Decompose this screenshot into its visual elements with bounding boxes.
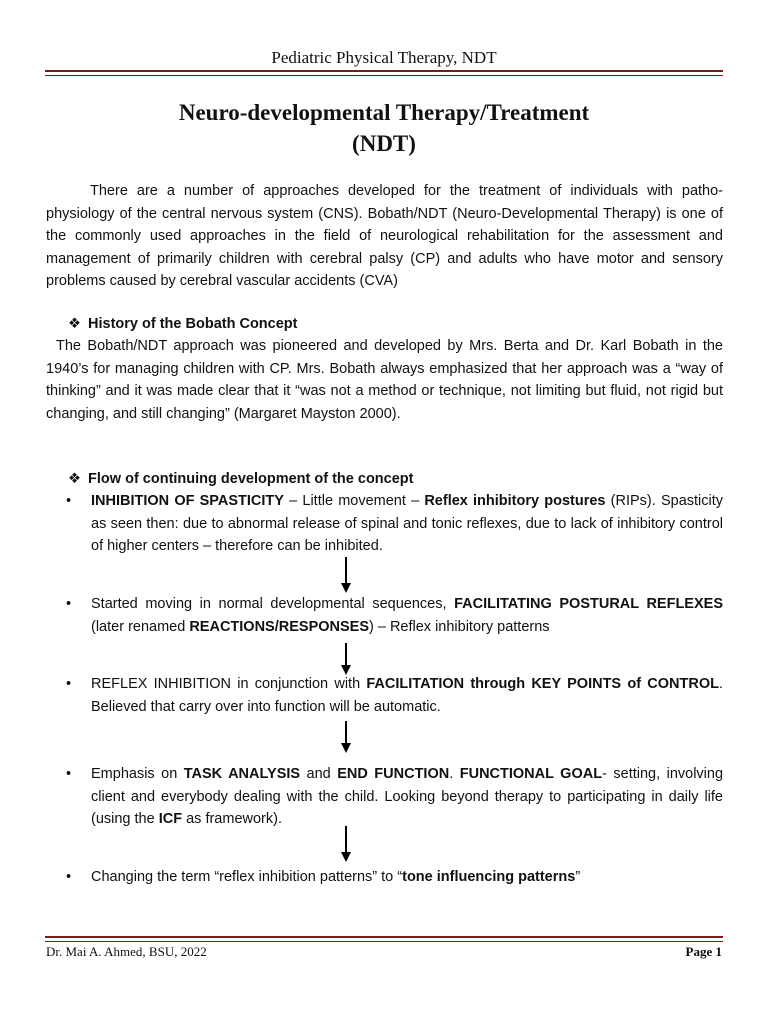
bullet-icon: • — [66, 596, 72, 612]
item3-text-2: . Believed that carry over into function will be automatic. — [91, 676, 723, 715]
item4-bold-1: TASK ANALYSIS — [183, 766, 301, 782]
down-arrow-icon — [340, 557, 352, 593]
footer-rule — [45, 936, 723, 942]
flow-item-3 — [66, 673, 723, 718]
item4-text-2: and — [300, 766, 338, 782]
item2-text-1: Started moving in normal developmental sequences, — [91, 596, 455, 612]
flow-item-5 — [66, 866, 723, 889]
flow-item-2 — [66, 593, 723, 638]
down-arrow-icon — [340, 826, 352, 862]
item2-bold-2: REACTIONS/RESPONSES — [189, 618, 369, 635]
footer-page-number: Page 1 — [685, 944, 722, 959]
running-header: Pediatric Physical Therapy, NDT — [271, 48, 497, 67]
item1-text-1: – Little movement – — [283, 493, 425, 509]
item2-text-3: ) – Reflex inhibitory patterns — [369, 618, 550, 635]
intro-paragraph: There are a number of approaches developed for the treatment of individuals with patho-physiology of the central nervous system (CNS). Bobath/NDT (Neuro-Developmental Therapy) is one of the commonly used approaches in the field of neurological rehabilitation for the assessment and management of primarily children with cerebral palsy (CP) and adults who have motor and sensory problems caused by cerebral vascular accidents (CVA) — [46, 183, 723, 289]
item4-bold-3: FUNCTIONAL GOAL — [459, 766, 603, 782]
item4-text-4: - setting, involving client and everybody dealing with the child. Looking beyond therapy to participating in daily life (using the — [91, 766, 724, 827]
history-text: The Bobath/NDT approach was pioneered and developed by Mrs. Berta and Dr. Karl Bobath in the 1940’s for managing children with CP. Mrs. Bobath always emphasized that her approach was a “way of thinking” and it was made clear that it “was not a method or technique, not limiting but fluid, not rigid but changing, and still changing” (Margaret Mayston 2000). — [46, 338, 723, 422]
down-arrow-icon — [340, 643, 352, 675]
item4-bold-2: END FUNCTION — [337, 766, 450, 782]
item5-text-1: Changing the term “reflex inhibition patterns” to “ — [91, 869, 403, 885]
item2-text-2: (later renamed — [91, 618, 190, 635]
item2-bold-1: FACILITATING POSTURAL REFLEXES — [454, 596, 723, 612]
diamond-bullet-icon: ❖ — [68, 316, 81, 332]
bullet-icon: • — [66, 869, 72, 885]
bullet-icon: • — [66, 493, 72, 509]
flow-item-4 — [66, 763, 723, 831]
item4-text-3: . — [449, 766, 460, 782]
item5-text-2: ” — [575, 869, 581, 885]
footer-author: Dr. Mai A. Ahmed, BSU, 2022 — [46, 944, 207, 959]
header-rule — [45, 70, 723, 76]
item1-bold-2: Reflex inhibitory postures — [424, 493, 606, 509]
item3-bold-1: FACILITATION through KEY POINTS of CONTROL — [366, 676, 719, 692]
item4-text-1: Emphasis on — [91, 766, 184, 782]
diamond-bullet-icon: ❖ — [68, 471, 81, 487]
down-arrow-icon — [340, 721, 352, 753]
history-paragraph — [46, 335, 723, 425]
item1-text-2: (RIPs). Spasticity as seen then: due to abnormal release of spinal and tonic reflexes, due to lack of inhibitory control of higher centers – therefore can be inhibited. — [91, 493, 724, 554]
page-title: Neuro-developmental Therapy/Treatment — [178, 100, 590, 125]
item1-bold-1: INHIBITION OF SPASTICITY — [91, 493, 284, 509]
history-heading-text: History of the Bobath Concept — [88, 316, 298, 332]
flow-item-1 — [66, 490, 723, 558]
history-heading — [68, 313, 297, 335]
page-subtitle: (NDT) — [352, 131, 416, 156]
item4-text-5: as framework). — [182, 811, 282, 827]
flow-heading — [68, 468, 413, 490]
item3-text-1: REFLEX INHIBITION in conjunction with — [91, 676, 367, 692]
item5-bold-1: tone influencing patterns — [402, 869, 576, 885]
bullet-icon: • — [66, 766, 72, 782]
item4-bold-4: ICF — [158, 811, 183, 827]
bullet-icon: • — [66, 676, 72, 692]
flow-heading-text: Flow of continuing development of the concept — [88, 471, 414, 487]
